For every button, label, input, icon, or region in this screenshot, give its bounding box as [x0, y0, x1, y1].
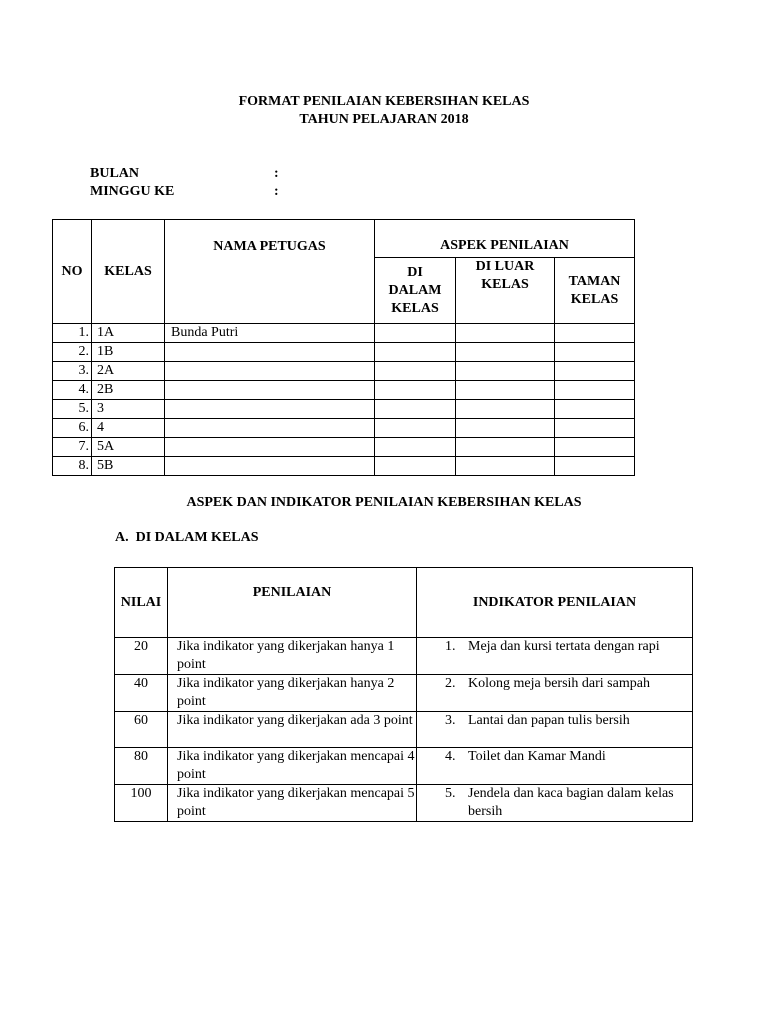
indikator-text: Toilet dan Kamar Mandi	[468, 749, 606, 764]
table-row	[115, 748, 693, 785]
row-penilaian: Jika indikator yang dikerjakan ada 3 point	[168, 712, 417, 748]
row-indikator	[417, 785, 693, 822]
row-penilaian: Jika indikator yang dikerjakan hanya 1 point	[168, 638, 417, 675]
row-penilaian: Jika indikator yang dikerjakan mencapai 4 point	[168, 748, 417, 785]
header-aspek-penilaian: ASPEK PENILAIAN	[375, 220, 635, 258]
row-indikator	[417, 638, 693, 675]
row-di-dalam-kelas	[375, 343, 456, 362]
header-di-dalam-kelas: DI DALAM KELAS	[375, 258, 456, 324]
row-nama-petugas	[165, 343, 375, 362]
header-no: NO	[53, 220, 92, 324]
table-row	[53, 381, 635, 400]
row-di-dalam-kelas	[375, 362, 456, 381]
table-row	[115, 675, 693, 712]
row-nilai: 40	[115, 675, 168, 712]
indikator-number: 4.	[445, 749, 456, 764]
row-taman-kelas	[555, 362, 635, 381]
row-nama-petugas	[165, 419, 375, 438]
bulan-label: BULAN	[90, 166, 140, 181]
header-nilai: NILAI	[115, 568, 168, 638]
row-taman-kelas	[555, 400, 635, 419]
row-no: 6.	[53, 419, 92, 438]
row-taman-kelas	[555, 343, 635, 362]
indikator-table	[114, 567, 693, 822]
indikator-text: Jendela dan kaca bagian dalam kelas bersih	[468, 786, 674, 819]
row-indikator	[417, 748, 693, 785]
table-row	[53, 457, 635, 476]
row-taman-kelas	[555, 457, 635, 476]
row-nama-petugas: Bunda Putri	[165, 324, 375, 343]
row-di-luar-kelas	[456, 362, 555, 381]
row-kelas: 4	[92, 419, 165, 438]
indikator-text: Lantai dan papan tulis bersih	[468, 713, 630, 728]
indikator-number: 3.	[445, 713, 456, 728]
row-di-dalam-kelas	[375, 457, 456, 476]
row-di-dalam-kelas	[375, 324, 456, 343]
header-indikator-penilaian: INDIKATOR PENILAIAN	[417, 568, 693, 638]
row-nama-petugas	[165, 381, 375, 400]
document-subtitle: TAHUN PELAJARAN 2018	[299, 112, 469, 127]
row-taman-kelas	[555, 324, 635, 343]
row-taman-kelas	[555, 419, 635, 438]
bulan-colon: :	[274, 166, 279, 181]
row-di-luar-kelas	[456, 438, 555, 457]
header-penilaian: PENILAIAN	[168, 568, 417, 638]
row-taman-kelas	[555, 438, 635, 457]
minggu-colon: :	[274, 184, 279, 199]
row-nilai: 20	[115, 638, 168, 675]
document-title: FORMAT PENILAIAN KEBERSIHAN KELAS	[238, 94, 530, 109]
row-di-dalam-kelas	[375, 400, 456, 419]
row-nilai: 100	[115, 785, 168, 822]
header-nama-petugas: NAMA PETUGAS	[165, 220, 375, 324]
row-di-dalam-kelas	[375, 381, 456, 400]
row-no: 2.	[53, 343, 92, 362]
header-di-luar-kelas: DI LUAR KELAS	[456, 258, 555, 324]
table-row	[53, 438, 635, 457]
row-nama-petugas	[165, 457, 375, 476]
row-di-luar-kelas	[456, 324, 555, 343]
row-no: 4.	[53, 381, 92, 400]
table-row	[53, 324, 635, 343]
row-no: 8.	[53, 457, 92, 476]
row-kelas: 1A	[92, 324, 165, 343]
header-taman-kelas: TAMAN KELAS	[555, 258, 635, 324]
row-no: 3.	[53, 362, 92, 381]
minggu-label: MINGGU KE	[90, 184, 175, 199]
row-di-luar-kelas	[456, 419, 555, 438]
row-di-luar-kelas	[456, 381, 555, 400]
petugas-table	[52, 219, 635, 476]
row-di-dalam-kelas	[375, 419, 456, 438]
row-indikator	[417, 712, 693, 748]
row-indikator	[417, 675, 693, 712]
row-nilai: 60	[115, 712, 168, 748]
row-no: 7.	[53, 438, 92, 457]
row-penilaian: Jika indikator yang dikerjakan hanya 2 point	[168, 675, 417, 712]
indikator-number: 5.	[445, 786, 456, 801]
table-row	[53, 343, 635, 362]
table-row	[53, 419, 635, 438]
subsection-title: A. DI DALAM KELAS	[115, 530, 259, 545]
row-kelas: 5A	[92, 438, 165, 457]
row-nama-petugas	[165, 438, 375, 457]
row-nilai: 80	[115, 748, 168, 785]
row-di-luar-kelas	[456, 400, 555, 419]
row-no: 5.	[53, 400, 92, 419]
indikator-number: 2.	[445, 676, 456, 691]
row-kelas: 2A	[92, 362, 165, 381]
row-kelas: 1B	[92, 343, 165, 362]
row-kelas: 2B	[92, 381, 165, 400]
indikator-number: 1.	[445, 639, 456, 654]
indikator-text: Meja dan kursi tertata dengan rapi	[468, 639, 660, 654]
table-row	[115, 638, 693, 675]
row-di-luar-kelas	[456, 343, 555, 362]
table-row	[53, 362, 635, 381]
row-penilaian: Jika indikator yang dikerjakan mencapai 5 point	[168, 785, 417, 822]
row-kelas: 5B	[92, 457, 165, 476]
table-row	[115, 785, 693, 822]
header-kelas: KELAS	[92, 220, 165, 324]
row-kelas: 3	[92, 400, 165, 419]
row-no: 1.	[53, 324, 92, 343]
row-nama-petugas	[165, 362, 375, 381]
table-row	[115, 712, 693, 748]
indikator-text: Kolong meja bersih dari sampah	[468, 676, 650, 691]
table-row	[53, 400, 635, 419]
row-nama-petugas	[165, 400, 375, 419]
row-di-dalam-kelas	[375, 438, 456, 457]
row-taman-kelas	[555, 381, 635, 400]
row-di-luar-kelas	[456, 457, 555, 476]
section-title: ASPEK DAN INDIKATOR PENILAIAN KEBERSIHAN KELAS	[186, 495, 582, 510]
